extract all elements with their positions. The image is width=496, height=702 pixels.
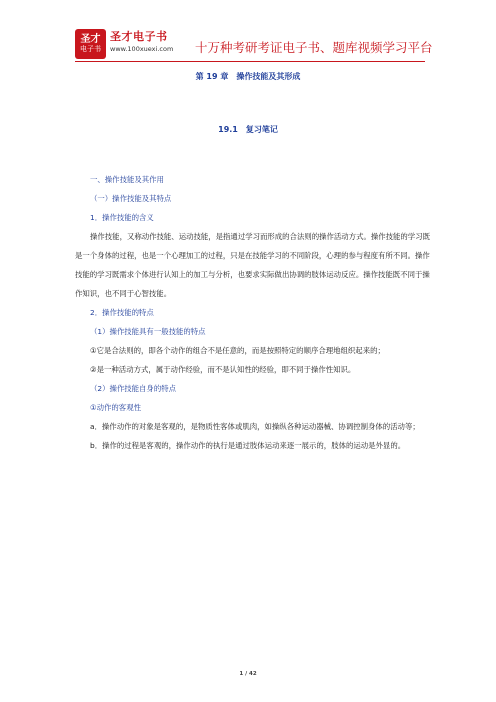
heading-level-3: 2．操作技能的特点 bbox=[90, 308, 154, 317]
section-title: 19.1 复习笔记 bbox=[218, 125, 278, 134]
heading-level-4: （2）操作技能自身的特点 bbox=[90, 384, 177, 393]
page-header bbox=[0, 0, 496, 62]
logo-badge bbox=[75, 29, 106, 59]
logo-badge-big: 圣才 bbox=[80, 34, 101, 46]
heading-level-2: （一）操作技能及其特点 bbox=[90, 194, 172, 203]
logo-url: www.100xuexi.com bbox=[110, 45, 174, 53]
heading-level-3: 1．操作技能的含义 bbox=[90, 213, 154, 222]
heading-level-5: ①动作的客观性 bbox=[90, 403, 141, 412]
heading-level-4: （1）操作技能具有一般技能的特点 bbox=[90, 327, 206, 336]
brand-logo[interactable] bbox=[75, 27, 185, 59]
logo-text bbox=[110, 28, 173, 53]
paragraph: ①它是合法则的，即各个动作的组合不是任意的，而是按照特定的顺序合理地组织起来的； bbox=[90, 346, 385, 355]
header-divider bbox=[75, 61, 425, 62]
paragraph: ②是一种活动方式，属于动作经验，而不是认知性的经验，即不同于操作性知识。 bbox=[90, 365, 356, 374]
logo-badge-small: 电子书 bbox=[80, 44, 101, 53]
header-slogan: 十万种考研考证电子书、题库视频学习平台 bbox=[195, 40, 433, 55]
paragraph: b．操作的过程是客观的，操作动作的执行是通过肢体运动来逐一展示的，肢体的运动是外显的。 bbox=[90, 441, 406, 450]
paragraph: a．操作动作的对象是客观的，是物质性客体或肌肉，如操纵各种运动器械、协调控制身体的活动等； bbox=[90, 422, 420, 431]
heading-level-1: 一、操作技能及其作用 bbox=[90, 175, 164, 184]
page-number: 1 / 42 bbox=[239, 671, 257, 677]
logo-name: 圣才电子书 bbox=[110, 30, 168, 43]
document-body bbox=[75, 170, 431, 455]
paragraph: 操作技能，又称动作技能、运动技能，是指通过学习而形成的合法则的操作活动方式。操作技能的学习既是一个身体的过程，也是一个心理加工的过程，只是在技能学习的不同阶段，心理的参与程度有所不同。操作技能的学习既需求个体进行认知上的加工与分析，也要求实际做出协调的肢体运动反应。操作技能既不同于操作知识，也不同于心智技能。 bbox=[75, 232, 430, 298]
chapter-title: 第 19 章 操作技能及其形成 bbox=[195, 72, 301, 81]
